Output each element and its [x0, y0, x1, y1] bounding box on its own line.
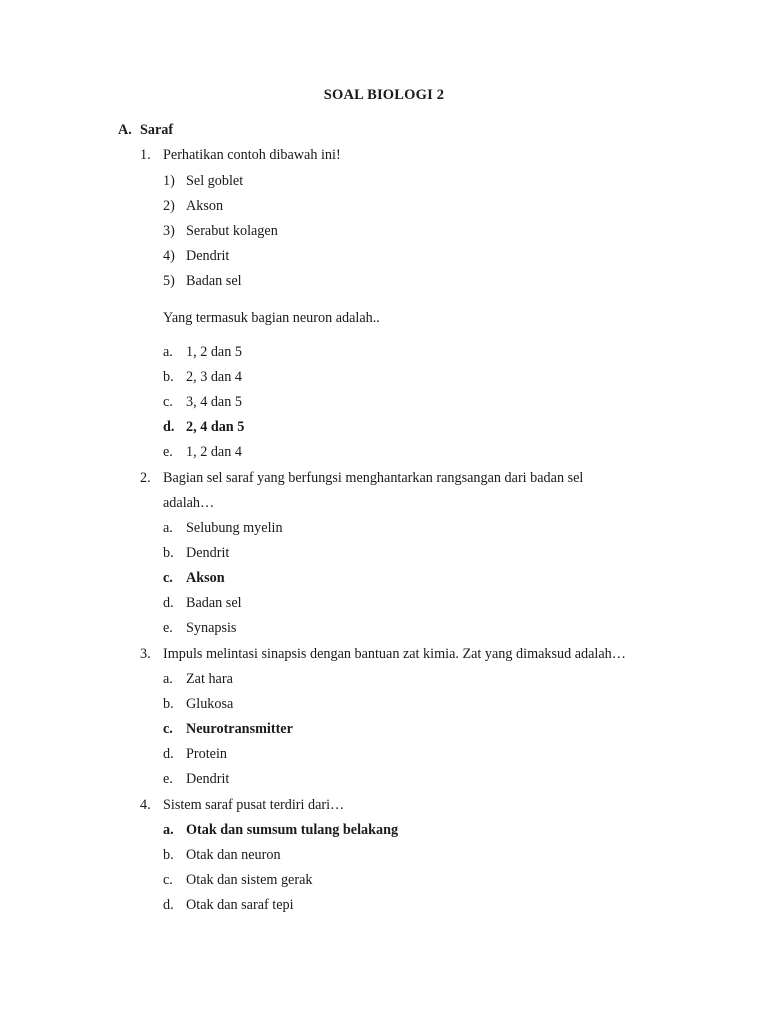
option-text: Otak dan saraf tepi: [186, 897, 294, 913]
option-text: Otak dan sumsum tulang belakang: [186, 822, 399, 838]
option-letter: b.: [163, 545, 174, 561]
question-number: 1.: [140, 147, 151, 163]
option-text: 1, 2 dan 4: [186, 444, 242, 460]
option-letter: a.: [163, 520, 173, 536]
option-letter: e.: [163, 771, 173, 787]
question-text: Perhatikan contoh dibawah ini!: [163, 147, 341, 163]
list-item-text: Dendrit: [186, 248, 230, 264]
question-text: adalah…: [163, 495, 215, 511]
option-text: Dendrit: [186, 545, 230, 561]
option-letter: b.: [163, 847, 174, 863]
option-letter: d.: [163, 746, 174, 762]
option-letter: a.: [163, 671, 173, 687]
list-item-text: Badan sel: [186, 273, 242, 289]
option-text: Neurotransmitter: [186, 721, 293, 737]
list-item-text: Serabut kolagen: [186, 223, 278, 239]
list-item-text: Sel goblet: [186, 173, 244, 189]
option-letter: e.: [163, 620, 173, 636]
question-prompt-text: Yang termasuk bagian neuron adalah..: [163, 310, 380, 326]
option-text: 1, 2 dan 5: [186, 344, 242, 360]
question-number: 4.: [140, 797, 151, 813]
option-letter: a.: [163, 822, 174, 838]
option-letter: c.: [163, 570, 173, 586]
section-title: Saraf: [140, 122, 174, 138]
question-number: 2.: [140, 470, 151, 486]
option-text: 2, 3 dan 4: [186, 369, 242, 385]
option-text: Glukosa: [186, 696, 234, 712]
question-number: 3.: [140, 646, 151, 662]
option-text: Selubung myelin: [186, 520, 283, 536]
question-text: Bagian sel saraf yang berfungsi menghantarkan rangsangan dari badan sel: [163, 470, 584, 486]
option-letter: d.: [163, 595, 174, 611]
option-text: 2, 4 dan 5: [186, 419, 245, 435]
question-text: Sistem saraf pusat terdiri dari…: [163, 797, 345, 813]
option-letter: d.: [163, 897, 174, 913]
list-item-number: 3): [163, 223, 175, 239]
document-title: SOAL BIOLOGI 2: [323, 87, 445, 103]
option-letter: c.: [163, 721, 173, 737]
option-text: Badan sel: [186, 595, 242, 611]
option-letter: d.: [163, 419, 175, 435]
option-letter: c.: [163, 394, 173, 410]
list-item-number: 1): [163, 173, 175, 189]
option-text: Akson: [186, 570, 225, 586]
list-item-number: 2): [163, 198, 175, 214]
question-text: Impuls melintasi sinapsis dengan bantuan zat kimia. Zat yang dimaksud adalah…: [163, 646, 626, 662]
list-item-number: 4): [163, 248, 175, 264]
option-text: Otak dan sistem gerak: [186, 872, 313, 888]
list-item-number: 5): [163, 273, 175, 289]
option-letter: b.: [163, 696, 174, 712]
section-label: A.: [118, 122, 132, 138]
option-text: Otak dan neuron: [186, 847, 281, 863]
option-letter: b.: [163, 369, 174, 385]
option-text: Protein: [186, 746, 227, 762]
option-text: Synapsis: [186, 620, 237, 636]
list-item-text: Akson: [186, 198, 224, 214]
option-letter: c.: [163, 872, 173, 888]
option-text: 3, 4 dan 5: [186, 394, 242, 410]
option-letter: e.: [163, 444, 173, 460]
option-text: Zat hara: [186, 671, 233, 687]
option-letter: a.: [163, 344, 173, 360]
option-text: Dendrit: [186, 771, 230, 787]
